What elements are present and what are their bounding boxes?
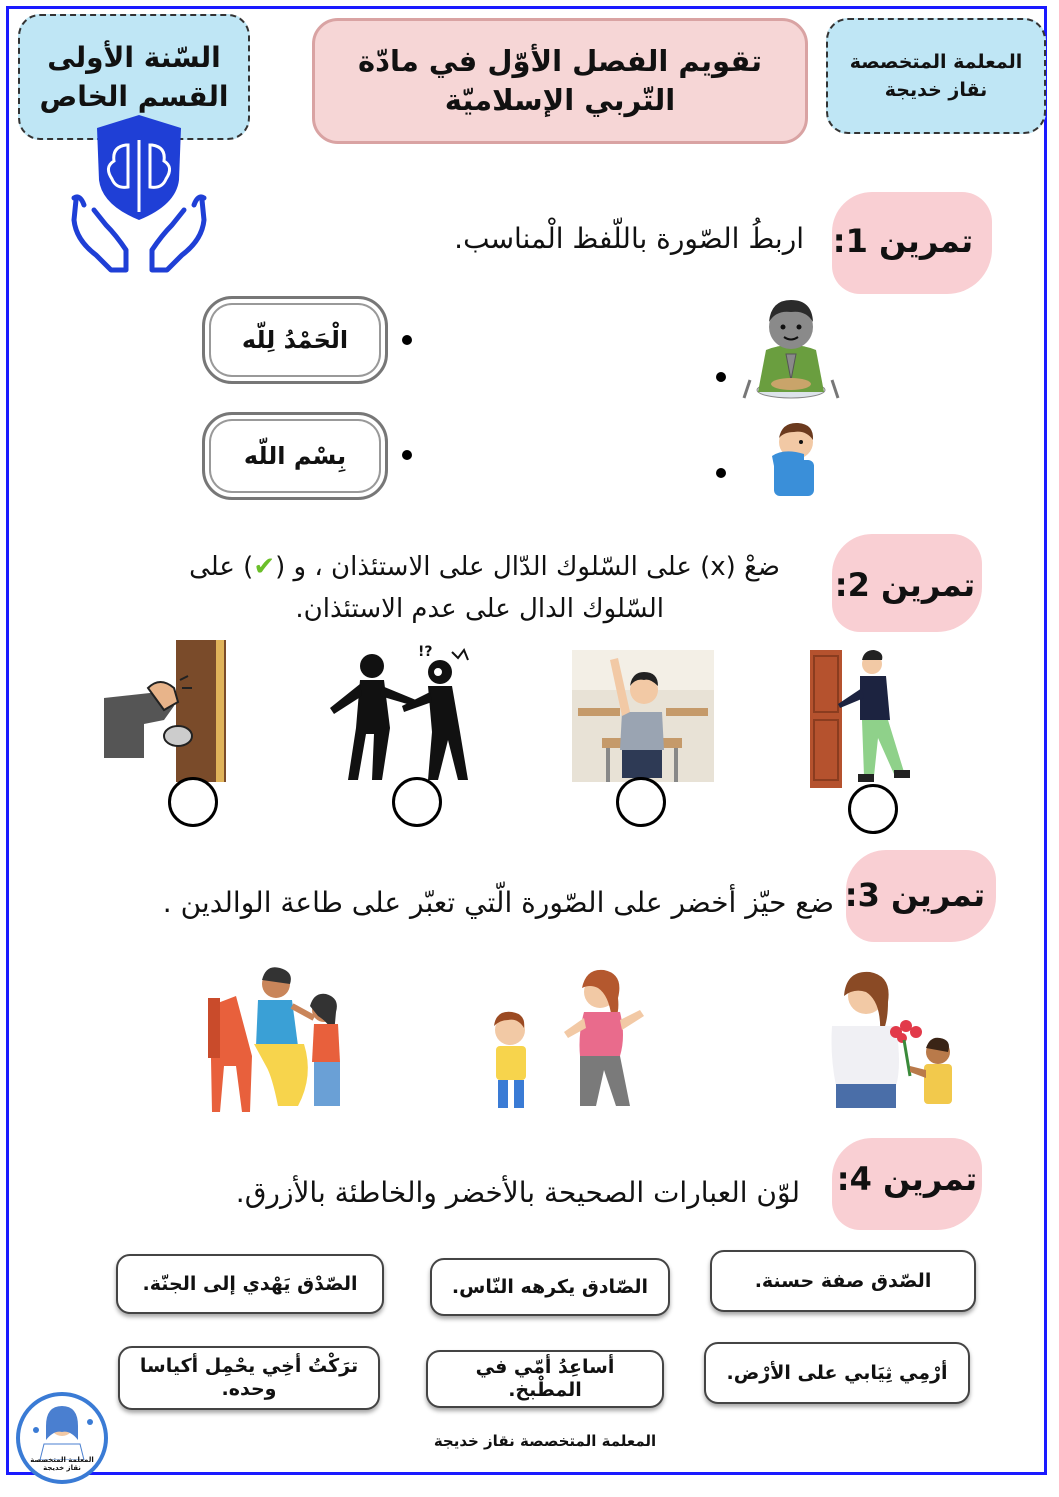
exercise-3-instruction: ضع حيّز أخضر على الصّورة الّتي تعبّر على طاعة الوالدين . <box>162 886 834 919</box>
statement-3[interactable] <box>116 1254 384 1314</box>
statement-1-text: الصّدق صفة حسنة. <box>754 1269 932 1292</box>
statement-5-text: أساعِدُ أمّي في المطْبخ. <box>475 1356 615 1401</box>
answer-circle-3[interactable] <box>616 777 666 827</box>
svg-text:!?: !? <box>418 644 433 660</box>
answer-circle-2[interactable] <box>392 777 442 827</box>
word-bismillah: بِسْم اللّه <box>243 442 347 470</box>
match-dot-image-1[interactable] <box>716 372 726 382</box>
match-dot-word-2[interactable] <box>402 450 412 460</box>
statement-4[interactable] <box>704 1342 970 1404</box>
word-card-hamdulillah <box>202 296 388 384</box>
title-box <box>312 18 808 144</box>
checkmark-icon: ✔ <box>253 552 276 582</box>
exercise-4-label: تمرين 4: <box>836 1160 978 1198</box>
statement-4-text: أرْمِي ثِيَابي على الأرْض. <box>726 1361 948 1384</box>
statement-2-text: الصّادق يكرهه النّاس. <box>451 1275 649 1298</box>
teacher-avatar-icon <box>20 1400 104 1460</box>
word-card-bismillah <box>202 412 388 500</box>
exercise-2-instruction-line-1 <box>120 552 780 582</box>
people-pushing-image <box>320 644 480 782</box>
class-line-1: السّنة الأولى <box>47 40 221 74</box>
exercise-3-label: تمرين 3: <box>844 876 986 914</box>
exercise-2-label: تمرين 2: <box>834 566 976 604</box>
title-line-2: التّربي الإسلاميّة <box>444 83 676 117</box>
match-dot-image-2[interactable] <box>716 468 726 478</box>
brain-hands-logo <box>66 110 212 280</box>
exercise-2-instruction-start: ضعْ (x) على السّلوك الدّال على الاستئذان ، و ( <box>275 552 780 582</box>
exercise-2-instruction-end: ) على <box>189 552 254 582</box>
teacher-logo <box>16 1392 108 1484</box>
statement-1[interactable] <box>710 1250 976 1312</box>
teacher-logo-text: المعلمة المتخصصة نقاز خديجة <box>30 1456 94 1473</box>
answer-circle-1[interactable] <box>168 777 218 827</box>
statement-6-text: ترَكْتُ أخِي يحْمِل أكياسا وحده. <box>139 1355 359 1400</box>
statement-3-text: الصّدْق يَهْدي إلى الجنّة. <box>142 1272 358 1295</box>
match-dot-word-1[interactable] <box>402 335 412 345</box>
exercise-1-instruction: اربطُ الصّورة باللّفظ الْمناسب. <box>454 222 804 255</box>
student-raising-hand-image <box>572 650 714 782</box>
teacher-line-1: المعلمة المتخصصة <box>849 50 1023 73</box>
word-hamdulillah: الْحَمْدُ لِلّه <box>241 326 349 354</box>
answer-circle-4[interactable] <box>848 784 898 834</box>
statement-2[interactable] <box>430 1258 670 1316</box>
mother-scolding-child-image <box>480 966 666 1112</box>
teacher-line-2: نقاز خديجة <box>884 79 988 101</box>
exercise-1-label: تمرين 1: <box>832 222 974 260</box>
boy-entering-door-image <box>808 648 916 790</box>
title-line-1: تقويم الفصل الأوّل في مادّة <box>357 43 763 78</box>
statement-6[interactable] <box>118 1346 380 1410</box>
footer-text: المعلمة المتخصصة نقاز خديجة <box>433 1432 657 1450</box>
hand-knocking-door-image <box>104 640 230 782</box>
boy-praying-image <box>736 292 846 404</box>
exercise-4-instruction: لوّن العبارات الصحيحة بالأخضر والخاطئة بالأزرق. <box>235 1176 800 1209</box>
class-line-2: القسم الخاص <box>39 80 229 113</box>
exercise-2-instruction-line-2: السّلوك الدال على عدم الاستئذان. <box>295 594 664 624</box>
boy-sneezing-image <box>764 418 824 498</box>
child-giving-flowers-image <box>826 966 962 1112</box>
mother-and-daughter-image <box>206 966 356 1116</box>
teacher-box <box>826 18 1046 134</box>
statement-5[interactable] <box>426 1350 664 1408</box>
